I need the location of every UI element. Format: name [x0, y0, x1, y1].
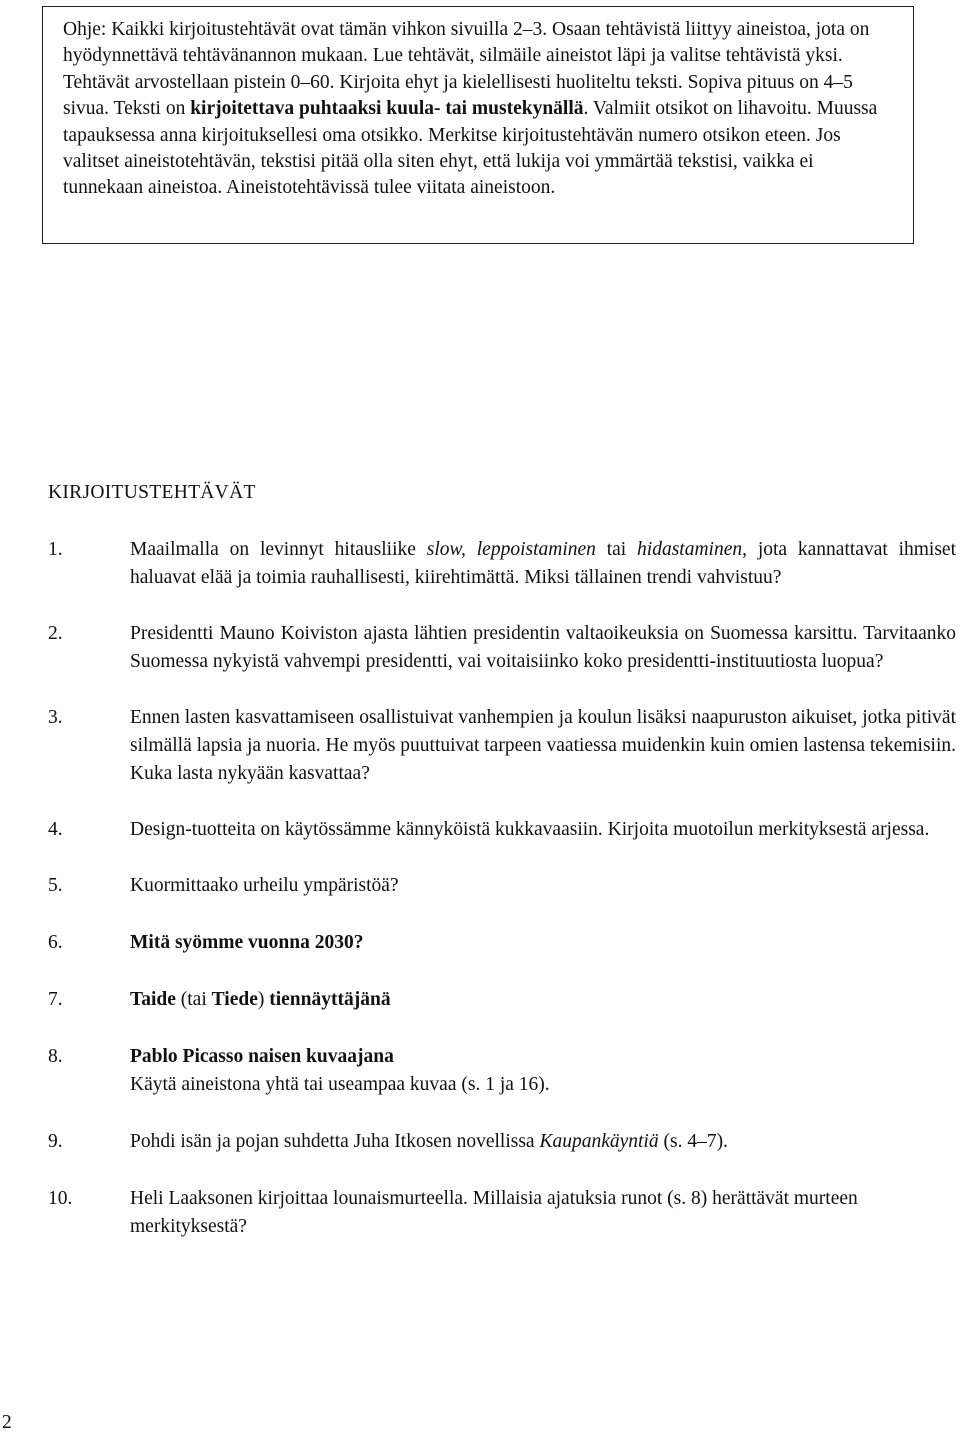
task-italic-title: Kaupankäyntiä [539, 1131, 659, 1152]
task-title-part: Tiede [211, 989, 258, 1010]
task-title: Pablo Picasso naisen kuvaajana [130, 1046, 394, 1067]
task-number: 2. [48, 623, 63, 644]
task-number: 1. [48, 539, 63, 560]
task-number: 9. [48, 1131, 63, 1152]
task-number: 6. [48, 932, 63, 953]
task-title-part: tiennäyttäjänä [269, 989, 391, 1010]
task-text: Presidentti Mauno Koiviston ajasta lähtien presidentin valtaoikeuksia on Suomessa karsittu. Tarvitaanko Suomessa nykyistä vahvempi presidentti, vai voitaisiinko koko presidentti-instituutiosta luopua? [130, 623, 956, 672]
section-heading: KIRJOITUSTEHTÄVÄT [48, 482, 256, 503]
task-text: Heli Laaksonen kirjoittaa lounaismurteella. Millaisia ajatuksia runot (s. 8) herättävät murteen merkityksestä? [130, 1188, 858, 1237]
task-10 [48, 1185, 956, 1241]
page-number: 2 [2, 1412, 12, 1433]
instructions-bold-requirement: kirjoitettava puhtaaksi kuula- tai mustekynällä [190, 98, 584, 120]
task-number: 10. [48, 1188, 73, 1209]
task-italic-term: slow, leppoistaminen [426, 539, 596, 560]
task-text-part: ) [257, 989, 270, 1010]
instructions-text [63, 17, 893, 202]
task-9 [48, 1128, 956, 1156]
task-text: Ennen lasten kasvattamiseen osallistuivat vanhempien ja koulun lisäksi naapuruston aikuiset, jotka pitivät silmällä lapsia ja nuoria. He myös puuttuivat tarpeen vaatiessa muidenkin kuin omien lastensa tekemisiin. Kuka lasta nykyään kasvattaa? [130, 707, 956, 784]
task-text-part: , jota kannattavat ihmiset haluavat elää ja toimia rauhallisesti, kiirehtimättä. Miksi tällainen trendi vahvistuu? [130, 539, 957, 588]
task-number: 5. [48, 875, 63, 896]
task-italic-term: hidastaminen [637, 539, 743, 560]
task-number: 8. [48, 1046, 63, 1067]
task-7 [48, 986, 956, 1014]
task-subtext: Käytä aineistona yhtä tai useampaa kuvaa (s. 1 ja 16). [130, 1074, 550, 1095]
task-text-part: Pohdi isän ja pojan suhdetta Juha Itkosen novellissa [130, 1131, 540, 1152]
task-3 [48, 704, 956, 788]
task-8 [48, 1043, 956, 1099]
task-text: Design-tuotteita on käytössämme kännyköistä kukkavaasiin. Kirjoita muotoilun merkityksestä arjessa. [130, 819, 930, 840]
task-text [130, 986, 956, 1014]
task-text: Kuormittaako urheilu ympäristöä? [130, 875, 399, 896]
task-title: Mitä syömme vuonna 2030? [130, 932, 364, 953]
task-number: 3. [48, 707, 63, 728]
task-text [130, 536, 956, 592]
task-number: 4. [48, 819, 63, 840]
task-1 [48, 536, 956, 592]
task-text-part: (tai [175, 989, 212, 1010]
instructions-part-1: Ohje: Kaikki kirjoitustehtävät ovat tämän vihkon sivuilla 2–3. Osaan tehtävistä liittyy aineistoa, jota on hyödynnettävä tehtävänannon mukaan. Lue tehtävät, silmäile aineistot läpi ja valitse tehtävistä yksi. Tehtävät arvostellaan pistein 0–60. Kirjoita ehyt ja kielellisesti huoliteltu teksti. Sopiva pituus on 4–5 sivua. Teksti on [63, 19, 870, 120]
instructions-part-2: . Valmiit otsikot on lihavoitu. Muussa tapauksessa anna kirjoituksellesi oma otsikko. Merkitse kirjoitustehtävän numero otsikon eteen. Jos valitset aineistotehtävän, tekstisi pitää olla siten ehyt, että lukija voi ymmärtää tekstisi, vaikka ei tunnekaan aineistoa. Aineistotehtävissä tulee viitata aineistoon. [63, 98, 878, 199]
task-text-part: tai [595, 539, 638, 560]
task-6 [48, 929, 956, 957]
task-5 [48, 872, 956, 900]
task-list [48, 536, 956, 1241]
task-text [130, 1128, 956, 1156]
task-text-part: (s. 4–7). [658, 1131, 728, 1152]
task-2 [48, 620, 956, 676]
instructions-box [42, 6, 914, 244]
task-number: 7. [48, 989, 63, 1010]
task-4 [48, 816, 956, 844]
task-title-part: Taide [130, 989, 176, 1010]
task-text-part: Maailmalla on levinnyt hitausliike [130, 539, 427, 560]
